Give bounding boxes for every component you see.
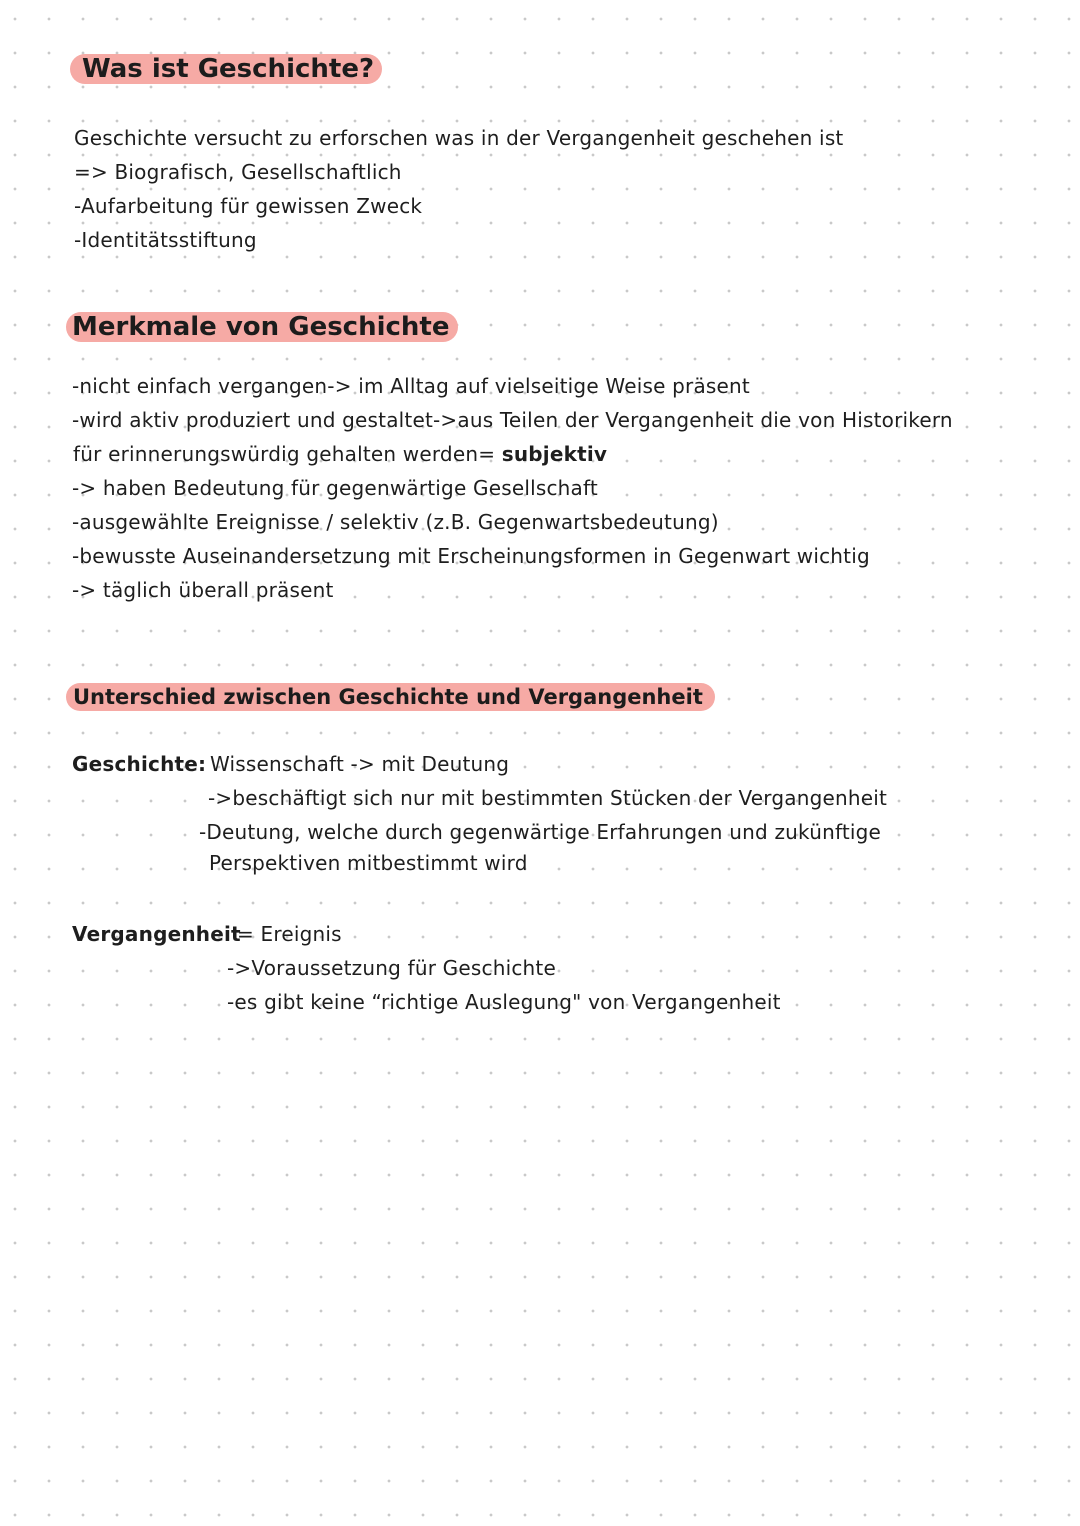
- text-line: -Aufarbeitung für gewissen Zweck: [74, 194, 423, 218]
- text-line: -Identitätsstiftung: [74, 228, 257, 252]
- text-line: -wird aktiv produziert und gestaltet->aus Teilen der Vergangenheit die von Historikern: [72, 408, 953, 432]
- text-line: Perspektiven mitbestimmt wird: [209, 851, 528, 875]
- text-line: -bewusste Auseinandersetzung mit Erscheinungsformen in Gegenwart wichtig: [72, 544, 870, 568]
- text-line: -ausgewählte Ereignisse / selektiv (z.B. Gegenwartsbedeutung): [72, 510, 719, 534]
- text-line: -es gibt keine “richtige Auslegung" von Vergangenheit: [227, 990, 781, 1014]
- term-geschichte: Geschichte:: [72, 752, 207, 776]
- text-line: -Deutung, welche durch gegenwärtige Erfahrungen und zukünftige: [199, 820, 882, 844]
- heading-was-ist-geschichte: Was ist Geschichte?: [70, 54, 382, 84]
- text-segment: für erinnerungswürdig gehalten werden=: [73, 442, 496, 466]
- text-line: ->beschäftigt sich nur mit bestimmten Stücken der Vergangenheit: [208, 786, 888, 810]
- term-vergangenheit: Vergangenheit: [72, 922, 241, 946]
- text-line: -nicht einfach vergangen-> im Alltag auf vielseitige Weise präsent: [72, 374, 750, 398]
- text-line: -> haben Bedeutung für gegenwärtige Gesellschaft: [72, 476, 598, 500]
- text-line: ->Voraussetzung für Geschichte: [227, 956, 556, 980]
- text-line: = Ereignis: [237, 922, 342, 946]
- heading-merkmale-von-geschichte: Merkmale von Geschichte: [66, 312, 458, 342]
- emphasis-subjektiv: subjektiv: [501, 442, 608, 466]
- text-line: => Biografisch, Gesellschaftlich: [74, 160, 402, 184]
- text-line: -> täglich überall präsent: [72, 578, 334, 602]
- text-line: [73, 441, 607, 467]
- text-line: Geschichte versucht zu erforschen was in der Vergangenheit geschehen ist: [74, 126, 844, 150]
- text-line: Wissenschaft -> mit Deutung: [210, 752, 510, 776]
- heading-unterschied: Unterschied zwischen Geschichte und Vergangenheit: [66, 683, 715, 711]
